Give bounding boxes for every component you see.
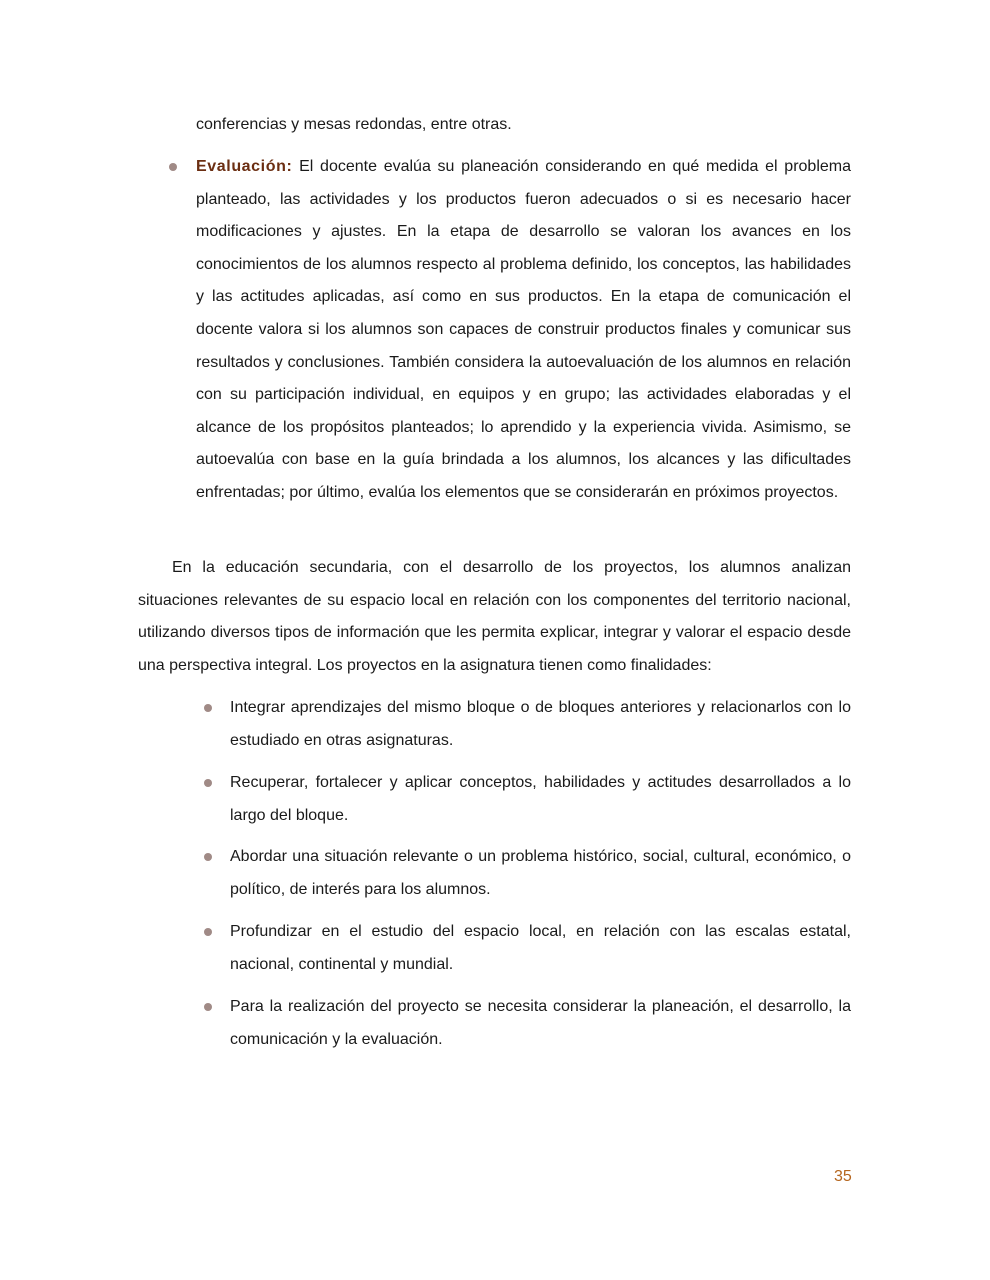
bullet-icon [204,853,212,861]
evaluation-item [196,151,851,510]
page-number: 35 [834,1168,852,1185]
goal-item: Integrar aprendizajes del mismo bloque o de bloques anteriores y relacionarlos con lo estudiado en otras asignaturas. [230,699,851,749]
goal-item: Para la realización del proyecto se necesita considerar la planeación, el desarrollo, la comunicación y la evaluación. [230,998,851,1048]
goal-item: Profundizar en el estudio del espacio local, en relación con las escalas estatal, nacional, continental y mundial. [230,923,851,973]
goal-item: Recuperar, fortalecer y aplicar conceptos, habilidades y actitudes desarrollados a lo largo del bloque. [230,774,851,824]
bullet-icon [204,1003,212,1011]
bullet-icon [204,779,212,787]
evaluation-text: El docente evalúa su planeación considerando en qué medida el problema planteado, las actividades y los productos fueron adecuados o si es necesario hacer modificaciones y ajustes. En la etapa de desarrollo se valoran los avances en los conocimientos de los alumnos respecto al problema definido, los conceptos, las habilidades y las actitudes aplicadas, así como en sus productos. En la etapa de comunicación el docente valora si los alumnos son capaces de construir productos finales y comunicar sus resultados y conclusiones. También considera la autoevaluación de los alumnos en relación con su participación individual, en equipos y en grupo; las actividades elaboradas y el alcance de los propósitos planteados; lo aprendido y la experiencia vivida. Asimismo, se autoevalúa con base en la guía brindada a los alumnos, los alcances y las dificultades enfrentadas; por último, evalúa los elementos que se considerarán en próximos proyectos. [196,158,851,501]
bullet-icon [204,928,212,936]
bullet-icon [204,704,212,712]
bullet-icon [169,163,177,171]
intro-paragraph: En la educación secundaria, con el desarrollo de los proyectos, los alumnos analizan situaciones relevantes de su espacio local en relación con los componentes del territorio nacional, utilizando diversos tipos de información que les permita explicar, integrar y valorar el espacio desde una perspectiva integral. Los proyectos en la asignatura tienen como finalidades: [138,559,851,674]
evaluation-heading: Evaluación: [196,158,293,175]
continuation-line: conferencias y mesas redondas, entre otras. [196,116,512,133]
goal-item: Abordar una situación relevante o un problema histórico, social, cultural, económico, o político, de interés para los alumnos. [230,848,851,898]
